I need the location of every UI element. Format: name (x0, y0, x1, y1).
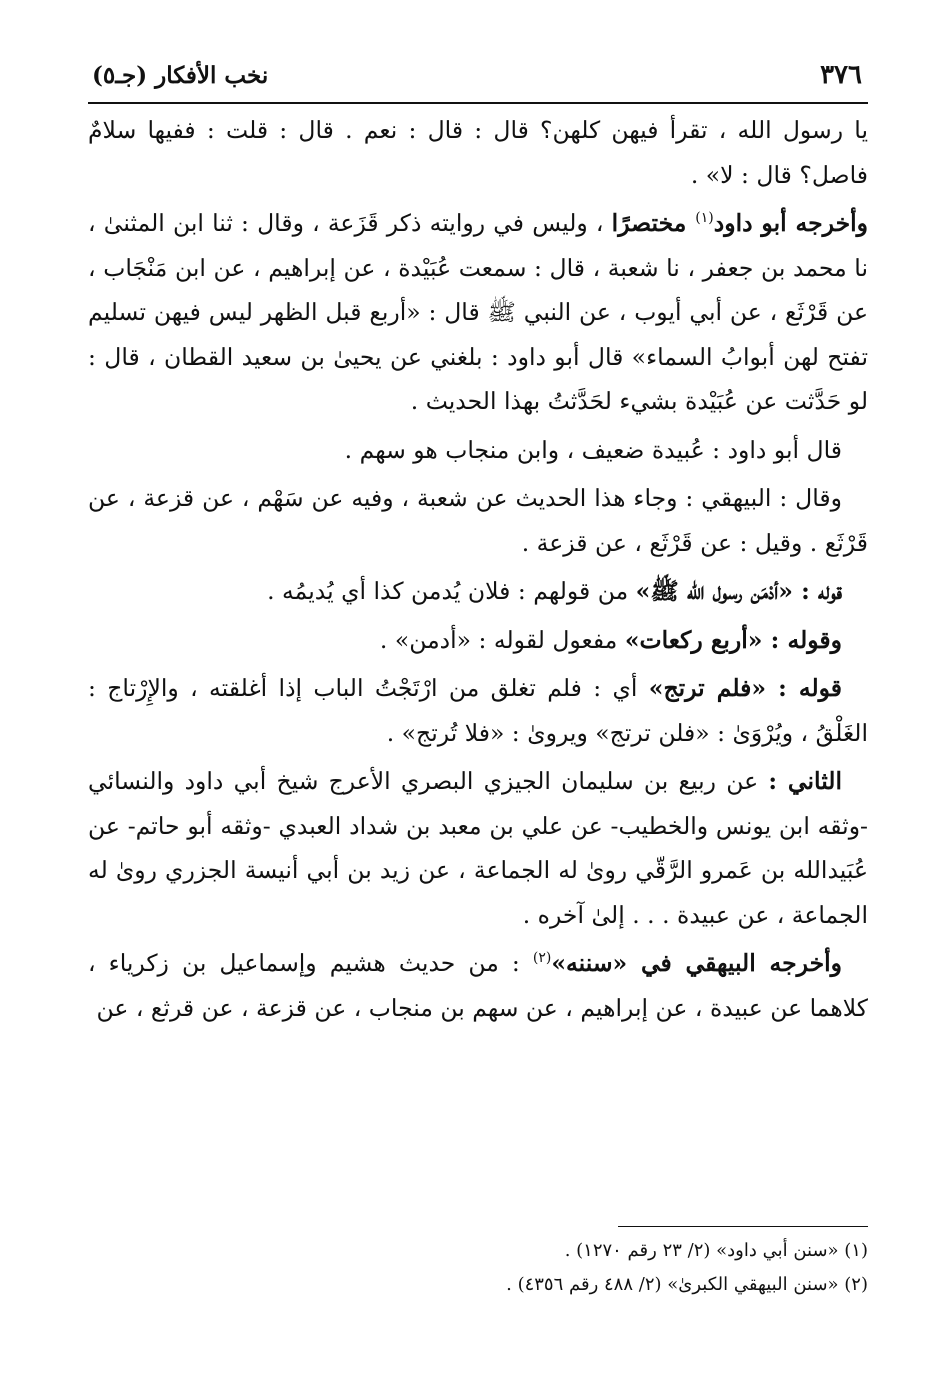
paragraph-2 (88, 201, 868, 424)
text-run: مفعول لقوله : «أدمن» . (379, 625, 625, 654)
footnote-reference: (٢) (532, 950, 552, 967)
paragraph-8 (88, 759, 868, 937)
bold-text: قوله : «فلم ترتج» (648, 674, 842, 702)
main-text (88, 108, 868, 1034)
footnote-1: (١) «سنن أبي داود» (٢/ ٢٣ رقم ١٢٧٠) . (564, 1240, 868, 1261)
text-run: ، وليس في روايته ذكر قَزَعة ، وقال : ثنا ابن المثنىٰ ، نا محمد بن جعفر ، نا شعبة ، قال : سمعت عُبَيْدة ، عن إبراهيم ، عن ابن مَنْجَاب ، عن قَرْثَع ، عن أبي أيوب ، عن النبي ﷺ قال : «أربع قبل الظهر ليس فيهن تسليم تفتح لهن أبوابُ السماء» قال أبو داود : بلغني عن يحيىٰ بن سعيد القطان ، قال : لو حَدَّثت عن عُبَيْدة بشيء لحَدَّثتُ بهذا الحديث . (88, 209, 868, 415)
book-page (88, 48, 868, 1348)
text-run: قال أبو داود : عُبيدة ضعيف ، وابن منجاب هو سهم . (344, 435, 842, 464)
header-divider (88, 102, 868, 104)
bold-text: وأخرجه أبو داود (713, 209, 869, 237)
footnote-divider (618, 1226, 868, 1227)
bold-text: وأخرجه البيهقي في «سننه» (551, 949, 842, 977)
paragraph-6 (88, 618, 868, 663)
bold-text: وقوله : «أربع ركعات» (624, 625, 842, 654)
bold-text: قوله : «أدْمَن رسول الله ﷺ» (635, 577, 842, 605)
page-header (88, 60, 868, 100)
bold-text: مختصرًا (611, 209, 696, 237)
paragraph-9 (88, 941, 868, 1030)
footnotes (88, 1234, 868, 1302)
text-run: يا رسول الله ، تقرأ فيهن كلهن؟ قال : قال : نعم . قال : قلت : ففيها سلامٌ فاصل؟ قال : لا» . (88, 116, 868, 189)
footnote-reference: (١) (695, 210, 714, 227)
bold-text: الثاني : (768, 767, 842, 795)
paragraph-4 (88, 476, 868, 565)
book-title: نخب الأفكار (جـ٥) (92, 62, 269, 89)
page-number: ٣٧٦ (820, 60, 862, 90)
footnote-2: (٢) «سنن البيهقي الكبرىٰ» (٢/ ٤٨٨ رقم ٤٣٥٦) . (506, 1274, 868, 1295)
text-run: أي : فلم تغلق من ارْتَجْتُ الباب إذا أغلقته ، والإِرْتاج : الغَلْقُ ، ويُرْوَىٰ : «فلن ترتج» ويروىٰ : «فلا تُرتج» . (88, 674, 868, 747)
text-run: عن ربيع بن سليمان الجيزي البصري الأعرج شيخ أبي داود والنسائي -وثقه ابن يونس والخطيب- عن علي بن معبد بن شداد العبدي -وثقه أبو حاتم- عن عُبَيدالله بن عَمرو الرَّقّي روىٰ له الجماعة ، عن زيد بن أبي أنيسة الجزري روىٰ له الجماعة ، عن عبيدة . . . إلىٰ آخره . (88, 767, 868, 929)
text-run: من قولهم : فلان يُدمن كذا أي يُديمُه . (267, 577, 636, 605)
paragraph-1 (88, 108, 868, 197)
paragraph-5 (88, 569, 868, 614)
paragraph-7 (88, 666, 868, 755)
text-run: : من حديث هشيم وإسماعيل بن زكرياء ، كلاهما عن عبيدة ، عن إبراهيم ، عن سهم بن منجاب ، عن قزعة ، عن قرثع ، عن (88, 949, 868, 1022)
text-run: وقال : البيهقي : وجاء هذا الحديث عن شعبة ، وفيه عن سَهْم ، عن قزعة ، عن قَرْثَع . وقيل : عن قَرْثَع ، عن قزعة . (88, 484, 868, 557)
paragraph-3 (88, 428, 868, 473)
